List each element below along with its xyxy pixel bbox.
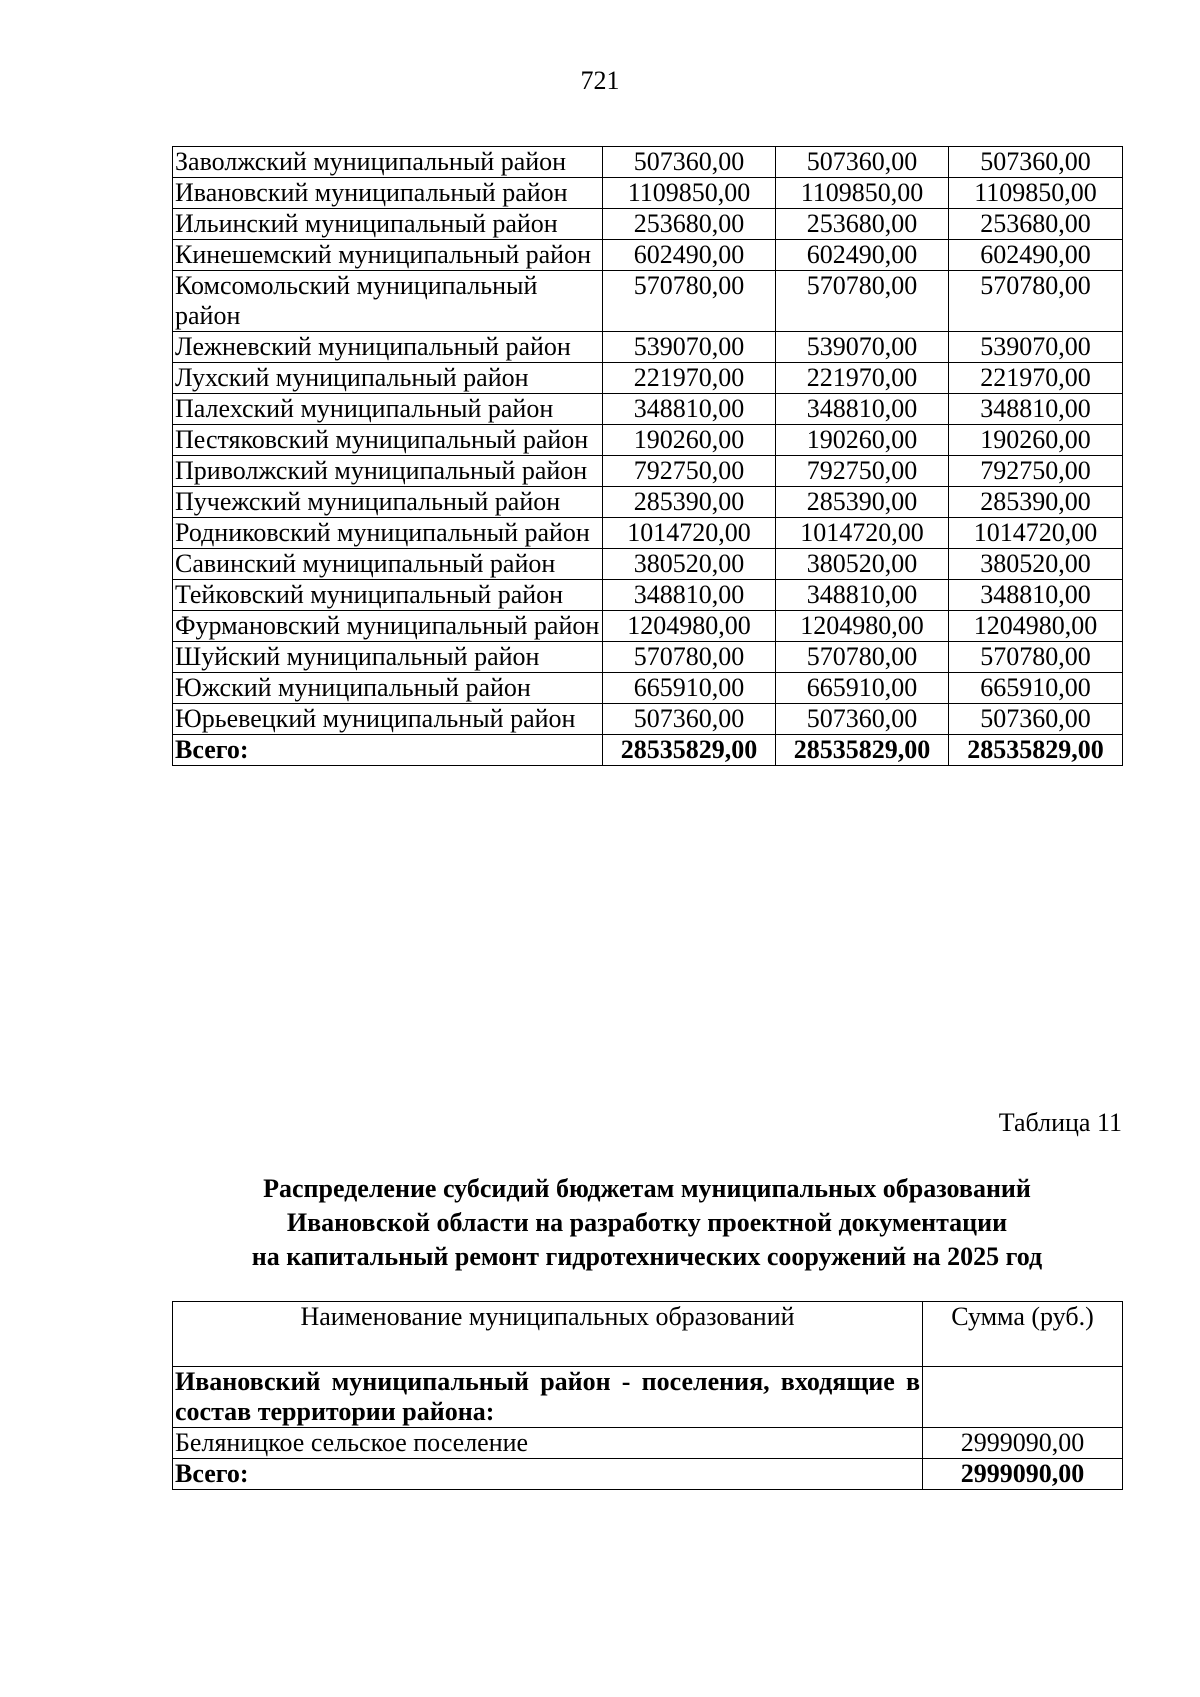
total-sum-cell: 2999090,00 (923, 1459, 1123, 1490)
value-cell-1: 792750,00 (603, 456, 776, 487)
page-number: 721 (580, 66, 620, 95)
district-name-cell: Шуйский муниципальный район (173, 642, 603, 673)
value-cell-3: 1014720,00 (949, 518, 1123, 549)
table-11-total-row (173, 1459, 1123, 1490)
header-sum-cell: Сумма (руб.) (923, 1302, 1123, 1367)
total-value-cell-1: 28535829,00 (603, 735, 776, 766)
value-cell-2: 285390,00 (776, 487, 949, 518)
table-row (173, 147, 1123, 178)
district-name-cell: Южский муниципальный район (173, 673, 603, 704)
district-name-cell: Фурмановский муниципальный район (173, 611, 603, 642)
district-name-cell: Лухский муниципальный район (173, 363, 603, 394)
value-cell-3: 348810,00 (949, 394, 1123, 425)
value-cell-3: 380520,00 (949, 549, 1123, 580)
value-cell-2: 570780,00 (776, 271, 949, 332)
table-row (173, 332, 1123, 363)
table-row (173, 642, 1123, 673)
district-name-cell: Родниковский муниципальный район (173, 518, 603, 549)
district-name-cell: Кинешемский муниципальный район (173, 240, 603, 271)
value-cell-2: 792750,00 (776, 456, 949, 487)
value-cell-1: 285390,00 (603, 487, 776, 518)
table-11 (172, 1301, 1123, 1490)
heading-line-1: Распределение субсидий бюджетам муниципальных образований (263, 1174, 1031, 1203)
value-cell-3: 539070,00 (949, 332, 1123, 363)
value-cell-1: 190260,00 (603, 425, 776, 456)
table-row (173, 518, 1123, 549)
value-cell-2: 1014720,00 (776, 518, 949, 549)
table-11-group-row (173, 1367, 1123, 1428)
table-row (173, 704, 1123, 735)
district-name-cell: Пучежский муниципальный район (173, 487, 603, 518)
value-cell-3: 1204980,00 (949, 611, 1123, 642)
value-cell-2: 539070,00 (776, 332, 949, 363)
table-row (173, 611, 1123, 642)
district-name-cell: Ивановский муниципальный район (173, 178, 603, 209)
subsidy-table-continued (172, 146, 1123, 766)
value-cell-2: 602490,00 (776, 240, 949, 271)
value-cell-1: 539070,00 (603, 332, 776, 363)
value-cell-1: 507360,00 (603, 147, 776, 178)
heading-line-3: на капитальный ремонт гидротехнических сооружений на 2025 год (251, 1242, 1043, 1271)
header-name-cell: Наименование муниципальных образований (173, 1302, 923, 1367)
table-row (173, 178, 1123, 209)
value-cell-2: 1109850,00 (776, 178, 949, 209)
value-cell-1: 221970,00 (603, 363, 776, 394)
total-label-cell: Всего: (173, 1459, 923, 1490)
district-name-cell: Юрьевецкий муниципальный район (173, 704, 603, 735)
value-cell-1: 1204980,00 (603, 611, 776, 642)
district-name-cell: Палехский муниципальный район (173, 394, 603, 425)
value-cell-2: 1204980,00 (776, 611, 949, 642)
value-cell-2: 190260,00 (776, 425, 949, 456)
value-cell-3: 570780,00 (949, 271, 1123, 332)
value-cell-1: 1014720,00 (603, 518, 776, 549)
value-cell-1: 253680,00 (603, 209, 776, 240)
group-name-cell: Ивановский муниципальный район - поселения, входящие в состав территории района: (173, 1367, 923, 1428)
table-row (173, 580, 1123, 611)
value-cell-1: 348810,00 (603, 394, 776, 425)
district-name-cell: Пестяковский муниципальный район (173, 425, 603, 456)
value-cell-1: 570780,00 (603, 271, 776, 332)
value-cell-3: 792750,00 (949, 456, 1123, 487)
table-row (173, 394, 1123, 425)
value-cell-2: 253680,00 (776, 209, 949, 240)
value-cell-1: 348810,00 (603, 580, 776, 611)
value-cell-2: 507360,00 (776, 147, 949, 178)
value-cell-2: 570780,00 (776, 642, 949, 673)
group-sum-cell (923, 1367, 1123, 1428)
value-cell-3: 507360,00 (949, 147, 1123, 178)
value-cell-3: 1109850,00 (949, 178, 1123, 209)
total-value-cell-3: 28535829,00 (949, 735, 1123, 766)
district-name-cell: Ильинский муниципальный район (173, 209, 603, 240)
district-name-cell: Савинский муниципальный район (173, 549, 603, 580)
total-value-cell-2: 28535829,00 (776, 735, 949, 766)
value-cell-1: 507360,00 (603, 704, 776, 735)
table-row (173, 456, 1123, 487)
value-cell-1: 602490,00 (603, 240, 776, 271)
value-cell-3: 221970,00 (949, 363, 1123, 394)
table-11-row (173, 1428, 1123, 1459)
value-cell-3: 348810,00 (949, 580, 1123, 611)
district-name-cell: Тейковский муниципальный район (173, 580, 603, 611)
table-row (173, 363, 1123, 394)
value-cell-2: 507360,00 (776, 704, 949, 735)
table-row (173, 549, 1123, 580)
table-row (173, 271, 1123, 332)
value-cell-1: 380520,00 (603, 549, 776, 580)
value-cell-2: 348810,00 (776, 580, 949, 611)
table-11-header-row (173, 1302, 1123, 1367)
value-cell-3: 190260,00 (949, 425, 1123, 456)
value-cell-2: 380520,00 (776, 549, 949, 580)
total-row (173, 735, 1123, 766)
value-cell-2: 348810,00 (776, 394, 949, 425)
district-name-cell: Лежневский муниципальный район (173, 332, 603, 363)
table-row (173, 673, 1123, 704)
district-name-cell: Приволжский муниципальный район (173, 456, 603, 487)
settlement-name-cell: Беляницкое сельское поселение (173, 1428, 923, 1459)
value-cell-3: 602490,00 (949, 240, 1123, 271)
heading-line-2: Ивановской области на разработку проектной документации (286, 1208, 1008, 1237)
table-11-label: Таблица 11 (998, 1108, 1122, 1137)
value-cell-3: 253680,00 (949, 209, 1123, 240)
value-cell-2: 665910,00 (776, 673, 949, 704)
value-cell-1: 1109850,00 (603, 178, 776, 209)
value-cell-1: 570780,00 (603, 642, 776, 673)
table-row (173, 209, 1123, 240)
value-cell-3: 285390,00 (949, 487, 1123, 518)
settlement-sum-cell: 2999090,00 (923, 1428, 1123, 1459)
value-cell-3: 570780,00 (949, 642, 1123, 673)
district-name-cell: Комсомольский муниципальный район (173, 271, 603, 332)
value-cell-3: 665910,00 (949, 673, 1123, 704)
table-row (173, 487, 1123, 518)
value-cell-2: 221970,00 (776, 363, 949, 394)
value-cell-3: 507360,00 (949, 704, 1123, 735)
district-name-cell: Заволжский муниципальный район (173, 147, 603, 178)
value-cell-1: 665910,00 (603, 673, 776, 704)
total-label-cell: Всего: (173, 735, 603, 766)
table-row (173, 240, 1123, 271)
table-row (173, 425, 1123, 456)
table-11-heading (172, 1172, 1122, 1274)
